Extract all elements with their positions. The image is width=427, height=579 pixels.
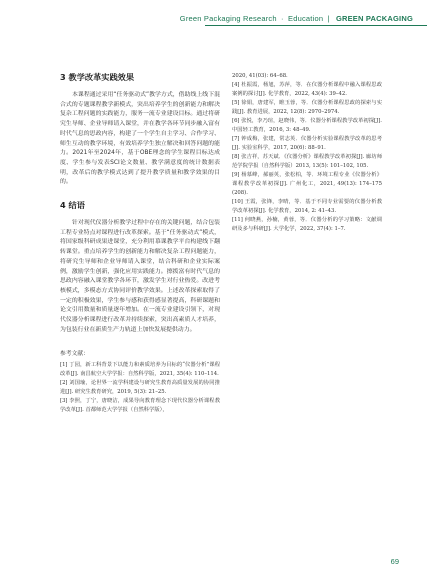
reference-item: [2] 刘国瑜，论世界一流学科建设与研究生教育高质量发展的协同推进[J]. 研究生教育研究，2019, 5(3): 21–25.: [60, 380, 220, 396]
left-column: [60, 72, 220, 415]
header-rule: [205, 25, 427, 26]
page-header: [0, 0, 427, 34]
right-column: [232, 72, 382, 234]
journal-header-text: [180, 14, 413, 23]
reference-item: 2020, 41(03): 64–68.: [232, 73, 288, 79]
reference-item: [3] 李照，丁宁，唐晓洁，成果导向教育理念下现代仪器分析课程教学改革[J]. 首都师范大学学报（自然科学版），: [60, 398, 220, 414]
reference-item: [8] 张吉祥，苏天斌．《仪器分析》课程教学改革初探[J]. 廊坊师范学院学报（自然科学版）2013, 13(5): 101–102, 105.: [232, 154, 382, 169]
page-number: 69: [390, 557, 399, 566]
references-heading: 参考文献：: [60, 351, 89, 358]
header-divider: |: [327, 14, 330, 23]
reference-item: [5] 徐娟，唐建军，睢玉蓉，等．仪器分析课程思政的探索与实践[J]. 教育进展，2022, 12(8): 2970–2974.: [232, 100, 382, 115]
section-4-title: 4 结语: [60, 200, 85, 211]
section-4-paragraph: 针对现代仪器分析教学过程中存在的关键问题，结合包装工程专业特点对课程进行改革探索。基于“任务驱动式”模式，将国家级科研成果进课堂，充分利用慕课教学平台构建线下翻转课堂。重点培养学生的创新能力和解决复杂工程问题能力，将研究生导师和企业导师请入课堂，结合科研和企业实际案例，激励学生创新，强化应用实践能力。擦拨富有时代气息的思政内容融入课堂教学各环节，激发学生对行业热爱。改进考核模式，多模态方式协同评价教学效果。上述改革探索取得了一定的积极效果，学生参与感和获得感显著提高，科研课题和论文引用数量和质量逐年增加。在一流专业建设引领下，对现代仪器分析课程进行改革并持续探索，突出高素质人才培养，为包装行业在新质生产力轨道上加快发展提供动力。: [60, 220, 220, 333]
header-separator: ·: [281, 14, 284, 23]
reference-item: [10] 王霞，张锋，李晴，等．基于不同专业需要的仪器分析教学改革初探[J]. 化学教育，2014, 2: 41–43.: [232, 199, 382, 214]
journal-section: Education: [288, 14, 324, 23]
section-3-paragraph: 本课程通过采用“任务驱动式”教学方式，借助线上线下混合式的专题课程教学新模式，突出培养学生的创新能力和解决复杂工程问题的实践能力，服务一流专业建设目标。通过将研究生导师、企业导师请入课堂，并在教学各环节同步融入富有时代气息的思政内容，构建了一个学生自主学习、合作学习、师生互动的教学环境，有效培养学生独立解决和回答问题的能力。2021年至2024年，基于OBE理念的学生课程目标达成度、学生参与发表SCI论文数量、教学满意度的统计数据表明，改革后的教学模式达到了提升教学质量和教学效果的目的。: [60, 92, 220, 186]
journal-brand: GREEN PACKAGING: [335, 14, 413, 23]
reference-item: [6] 张悦，李乃瑄，赵晓伟，等．仪器分析课程教学改革初探[J]. 中国轻工教育，2016, 3: 48–49.: [232, 118, 382, 133]
reference-item: [7] 钟成梅，张建，常志英．仪器分析实验课程教学改革的思考[J]. 实验室科学，2017, 20(6): 88–91.: [232, 136, 382, 151]
references-left: [60, 361, 220, 415]
section-3-title: 3 教学改革实践效果: [60, 72, 135, 82]
reference-item: [1] 丁园，新工科背景下以能力和素质培养为目标的“仪器分析”课程改革[J]. 南昌航空大学学报：自然科学版，2021, 35(4): 110–114.: [60, 362, 220, 378]
journal-name: Green Packaging Research: [179, 14, 277, 23]
reference-item: [4] 杜振霞，杨旭，苏萍，等．在仪器分析课程中融入课程思政案例的探讨[J]. 化学教育，2022, 43(4): 39–42.: [232, 82, 382, 97]
reference-item: [9] 杨慕峰，郝丽英，张松柏，等．环境工程专业《仪器分析》课程教学改革初探[J]. 广州化工，2021, 49(13): 174–175 (208).: [232, 172, 382, 196]
reference-item: [11] 何晓燕，孙楠，黄蓉，等．仪器分析的学习策略：文献调研及多与科研[J]. 大学化学，2022, 37(4): 1–7.: [232, 217, 382, 232]
